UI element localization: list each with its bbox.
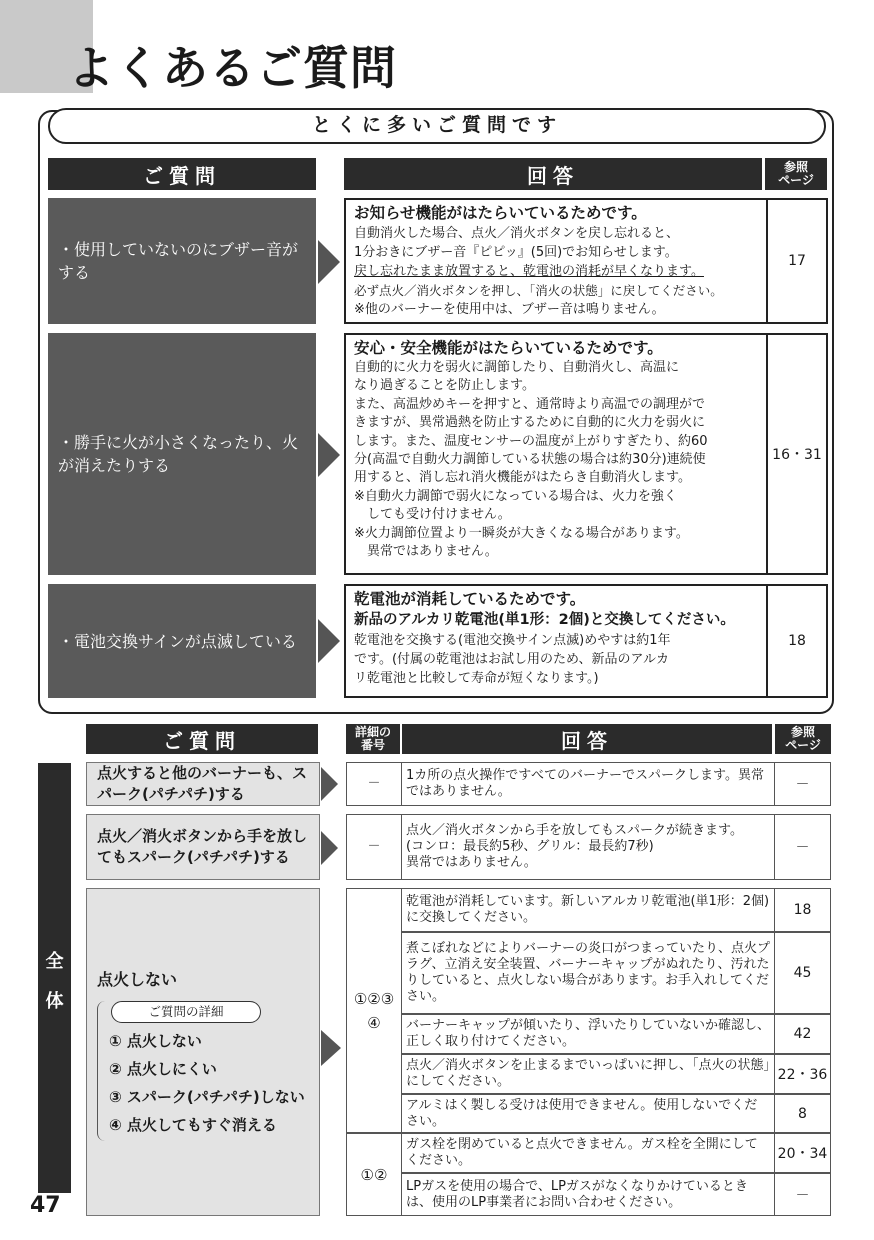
- detail-no: －: [346, 814, 402, 880]
- arrow-icon: [321, 767, 338, 801]
- ref-page: 42: [774, 1014, 831, 1054]
- ref-page: －: [774, 762, 831, 806]
- answer-line: します。また、温度センサーの温度が上がりすぎたり、約60: [354, 433, 708, 449]
- ref-page: 17: [766, 200, 826, 322]
- answer-line: 自動的に火力を弱火に調節したり、自動消火し、高温に: [354, 360, 680, 375]
- detail-item: ④ 点火してもすぐ消える: [109, 1116, 277, 1134]
- arrow-icon: [318, 619, 340, 663]
- answer-line: 点火／消火ボタンから手を放してもスパークが続きます。: [406, 823, 743, 838]
- header-answer: 回答: [344, 158, 762, 190]
- answer-line: また、高温炒めキーを押すと、通常時より高温での調理がで: [354, 396, 706, 412]
- ref-page: 20・34: [774, 1133, 831, 1173]
- answer-spark-others: 1カ所の点火操作ですべてのバーナーでスパークします。異常ではありません。: [401, 762, 775, 806]
- detail-list: [109, 1027, 305, 1139]
- answer-line: ※自動火力調節で弱火になっている場合は、火力を強く: [354, 488, 677, 504]
- answer-line: 分(高温で自動火力調節している状態の場合は約30分)連続使: [354, 452, 706, 468]
- header-question: ご質問: [48, 158, 316, 190]
- answer-line: 1分おきにブザー音『ピピッ』(5回)でお知らせします。: [354, 245, 678, 260]
- answer-burner-clogged: 煮こぼれなどによりバーナーの炎口がつまっていたり、点火プラグ、立消え安全装置、バーナーキャップがぬれたり、汚れたりしていると、点火しない場合があります。お手入れしてください。: [401, 932, 775, 1014]
- arrow-icon: [321, 831, 338, 865]
- answer-gas-valve: ガス栓を閉めていると点火できません。ガス栓を全開にしてください。: [401, 1133, 775, 1173]
- question-flame-weak: ・勝手に火が小さくなったり、火が消えたりする: [48, 333, 316, 575]
- side-char: 体: [45, 991, 64, 1012]
- answer-safety: [344, 333, 828, 575]
- answer-burner-cap: バーナーキャップが傾いたり、浮いたりしていないか確認し、正しく取り付けてください。: [401, 1014, 775, 1054]
- answer-press-button: 点火／消火ボタンを止まるまでいっぱいに押し、「点火の状態」にしてください。: [401, 1054, 775, 1094]
- answer-line: ※他のバーナーを使用中は、ブザー音は鳴りません。: [354, 302, 665, 317]
- header-question-2: ご質問: [86, 724, 318, 754]
- answer-battery-low: 乾電池が消耗しています。新しいアルカリ乾電池(単1形：2個)に交換してください。: [401, 888, 775, 932]
- answer-line: きますが、異常過熱を防止するために自動的に火力を弱火に: [354, 415, 706, 431]
- ref-page: 18: [766, 586, 826, 696]
- question-spark-release: 点火／消火ボタンから手を放してもスパーク(パチパチ)する: [86, 814, 320, 880]
- detail-no: －: [346, 762, 402, 806]
- header-answer-2: 回答: [402, 724, 772, 754]
- answer-line: 自動消火した場合、点火／消火ボタンを戻し忘れると、: [354, 226, 680, 241]
- ref-page: －: [774, 814, 831, 880]
- answer-spark-release: [401, 814, 775, 880]
- answer-line: 用すると、消し忘れ消火機能がはたらき自動消火します。: [354, 470, 691, 486]
- answer-title-2: 新品のアルカリ乾電池(単1形：2個)と交換してください。: [354, 612, 735, 628]
- question-no-ignition-box: [86, 888, 320, 1216]
- arrow-icon: [321, 1030, 341, 1066]
- side-label-all: [38, 763, 71, 1193]
- answer-line: 必ず点火／消火ボタンを押し、「消火の状態」に戻してください。: [354, 283, 723, 298]
- answer-title: お知らせ機能がはたらいているためです。: [354, 204, 647, 222]
- answer-line: なり過ぎることを防止します。: [354, 378, 535, 394]
- ref-page: 8: [774, 1094, 831, 1133]
- ref-page: 16・31: [766, 335, 826, 573]
- ref-page: 18: [774, 888, 831, 932]
- question-spark-others: 点火すると他のバーナーも、スパーク(パチパチ)する: [86, 762, 320, 806]
- ref-page: －: [774, 1173, 831, 1216]
- arrow-icon: [318, 433, 340, 477]
- detail-item: ② 点火しにくい: [109, 1060, 217, 1078]
- answer-battery: [344, 584, 828, 698]
- answer-line: リ乾電池と比較して寿命が短くなります。): [354, 671, 599, 686]
- answer-line: です。(付属の乾電池はお試し用のため、新品のアルカ: [354, 652, 669, 667]
- ref-page: 22・36: [774, 1054, 831, 1094]
- answer-line: 異常ではありません。: [406, 855, 537, 870]
- ref-page: 45: [774, 932, 831, 1014]
- answer-line: (コンロ：最長約5秒、グリル：最長約7秒): [406, 839, 654, 854]
- answer-title: 安心・安全機能がはたらいているためです。: [354, 339, 663, 357]
- faq-banner: とくに多いご質問です: [48, 108, 826, 144]
- header-ref-page-2: 参照 ページ: [775, 724, 831, 754]
- answer-line: しても受け付けません。: [354, 507, 511, 523]
- detail-no-group2: ①②: [346, 1133, 402, 1216]
- side-char: 全: [45, 951, 64, 972]
- answer-buzzer: [344, 198, 828, 324]
- answer-title: 乾電池が消耗しているためです。: [354, 590, 586, 608]
- header-ref-page: 参照 ページ: [765, 158, 827, 190]
- question-no-ignition: 点火しない: [97, 970, 178, 989]
- page-title: よくあるご質問: [68, 41, 397, 95]
- header-detail-no: 詳細の 番号: [346, 724, 400, 754]
- detail-item: ③ スパーク(パチパチ)しない: [109, 1088, 305, 1106]
- page-number: 47: [30, 1193, 61, 1218]
- question-battery: ・電池交換サインが点滅している: [48, 584, 316, 698]
- answer-lp-gas: LPガスを使用の場合で、LPガスがなくなりかけているときは、使用のLP事業者にお問い合わせください。: [401, 1173, 775, 1216]
- answer-line: 戻し忘れたまま放置すると、乾電池の消耗が早くなります。: [354, 264, 704, 279]
- answer-line: ※火力調節位置より一瞬炎が大きくなる場合があります。: [354, 525, 689, 541]
- detail-title: ご質問の詳細: [111, 1001, 261, 1023]
- detail-no-group1: ①②③④: [346, 888, 402, 1133]
- arrow-icon: [318, 240, 340, 284]
- answer-line: 乾電池を交換する(電池交換サイン点滅)めやすは約1年: [354, 633, 671, 648]
- question-buzzer: ・使用していないのにブザー音がする: [48, 198, 316, 324]
- answer-line: 異常ではありません。: [354, 544, 498, 560]
- detail-item: ① 点火しない: [109, 1032, 202, 1050]
- answer-aluminum: アルミはく製しる受けは使用できません。使用しないでください。: [401, 1094, 775, 1133]
